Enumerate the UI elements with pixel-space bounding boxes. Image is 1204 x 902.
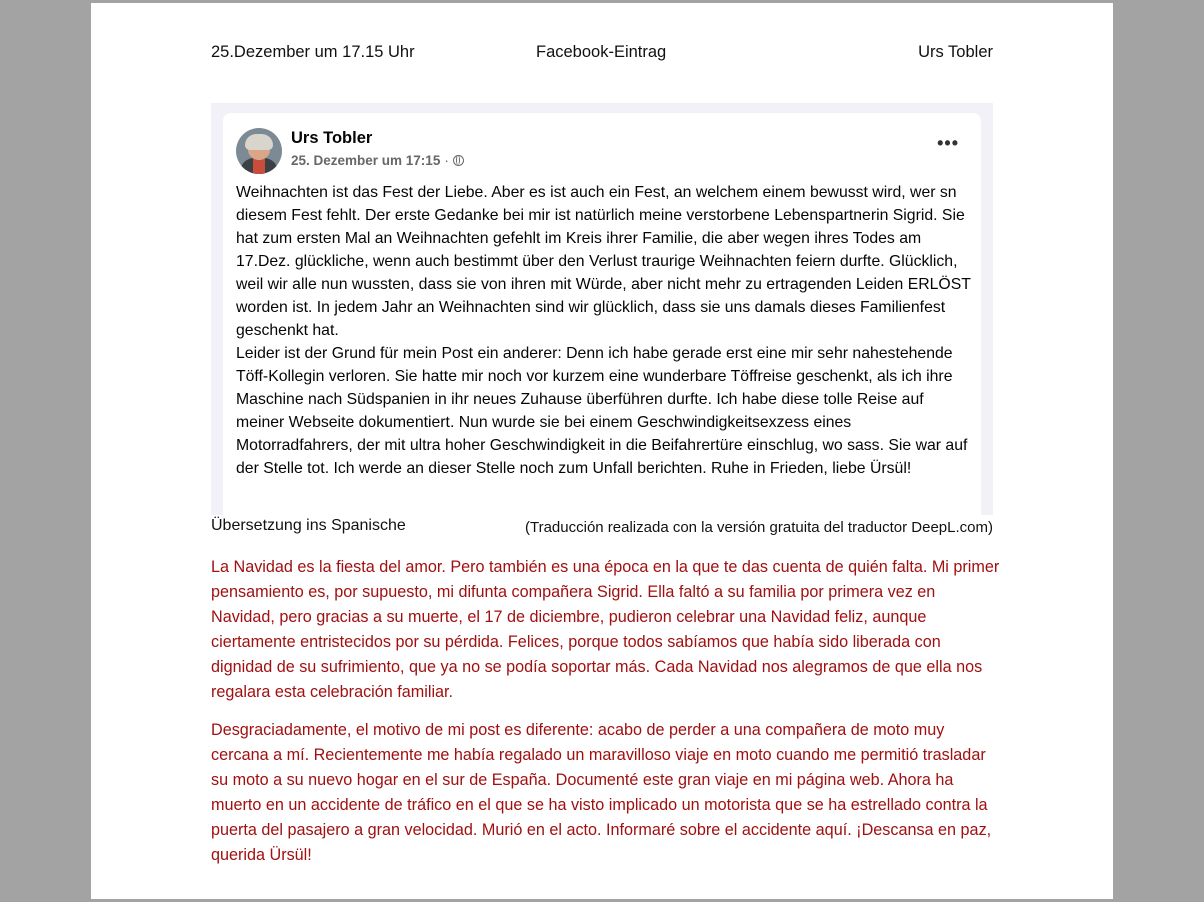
meta-separator: · [444,153,449,168]
post-timestamp[interactable]: 25. Dezember um 17:15 [291,153,441,168]
translation-paragraph: Desgraciadamente, el motivo de mi post es diferente: acabo de perder a una compañera de moto muy cercana a mí. Recientemente me había regalado un maravilloso viaje en moto cuando me permitió trasladar su moto a su nuevo hogar en el sur de España. Documenté este gran viaje en mi página web. Ahora ha muerto en un accidente de tráfico en el que se ha visto implicado un motorista que se ha estrellado contra la puerta del pasajero a gran velocidad. Murió en el acto. Informaré sobre el accidente aquí. ¡Descansa en paz, querida Ürsül! [211,721,992,864]
facebook-post-screenshot [211,103,993,515]
poster-name[interactable]: Urs Tobler [291,129,373,147]
post-paragraph: Leider ist der Grund für mein Post ein anderer: Denn ich habe gerade erst eine mir sehr nahestehende Töff-Kollegin verloren. Sie hatte mir noch vor kurzem eine wunderbare Töffreise geschenkt, als ich ihre Maschine nach Südspanien in ihr neues Zuhause überführen durfte. Ich habe diese tolle Reise auf meiner Webseite dokumentiert. Nun wurde sie bei einem Geschwindigkeitsexzess eines Motorradfahrers, der mit ultra hoher Geschwindigkeit in die Beifahrertüre einschlug, wo sass. Sie war auf der Stelle tot. Ich werde an dieser Stelle noch zum Unfall berichten. Ruhe in Frieden, liebe Ürsül! [236,345,968,477]
post-body [236,181,971,480]
document-page [91,3,1113,899]
translation-paragraph: La Navidad es la fiesta del amor. Pero también es una época en la que te das cuenta de quién falta. Mi primer pensamiento es, por supuesto, mi difunta compañera Sigrid. Ella faltó a su familia por primera vez en Navidad, pero gracias a su muerte, el 17 de diciembre, pudieron celebrar una Navidad feliz, aunque ciertamente entristecidos por su pérdida. Felices, porque todos sabíamos que había sido liberada con dignidad de su sufrimiento, que ya no se podía soportar más. Cada Navidad nos alegramos de que ella nos regalara esta celebración familiar. [211,558,1000,701]
header-title: Facebook-Eintrag [536,43,667,61]
header-date: 25.Dezember um 17.15 Uhr [211,43,415,61]
globe-icon [453,155,464,166]
translation-note: (Traducción realizada con la versión gratuita del traductor DeepL.com) [524,519,993,536]
header-author: Urs Tobler [918,43,993,61]
post-card [223,113,981,515]
post-paragraph: Weihnachten ist das Fest der Liebe. Aber es ist auch ein Fest, an welchem einem bewusst wird, wer sn diesem Fest fehlt. Der erste Gedanke bei mir ist natürlich meine verstorbene Lebenspartnerin Sigrid. Sie hat zum ersten Mal an Weihnachten gefehlt im Kreis ihrer Familie, die aber wegen ihres Todes am 17.Dez. glückliche, wenn auch bestimmt über den Verlust traurige Weihnachten feiern durfte. Glücklich, weil wir alle nun wussten, dass sie von ihren mit Würde, aber nicht mehr zu ertragenden Leiden ERLÖST worden ist. In jedem Jahr an Weihnachten sind wir glücklich, dass sie uns damals dieses Familienfest geschenkt hat. [236,184,971,339]
post-meta [291,153,464,168]
more-dots-icon[interactable]: ••• [937,133,959,153]
spanish-translation [211,555,1001,881]
translation-label: Übersetzung ins Spanische [211,517,406,534]
avatar[interactable] [236,128,282,174]
